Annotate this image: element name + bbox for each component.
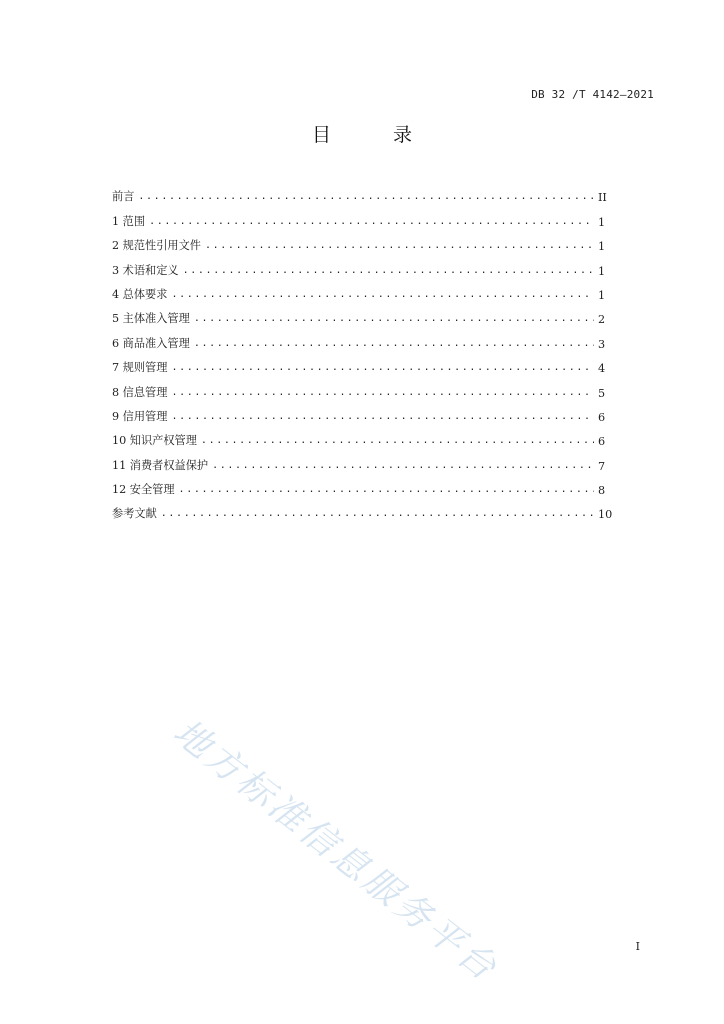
toc-entry-page: 4: [598, 362, 606, 376]
leader-dots: [212, 459, 594, 473]
leader-dots: [171, 386, 594, 400]
table-of-contents: [112, 180, 612, 521]
toc-entry-label: 5 主体准入管理: [112, 312, 190, 326]
leader-dots: [171, 410, 594, 424]
toc-entry-general-requirements[interactable]: [112, 278, 612, 302]
toc-entry-page: II: [598, 191, 607, 205]
toc-entry-label: 前言: [112, 190, 135, 204]
toc-entry-label: 4 总体要求: [112, 287, 168, 301]
toc-entry-page: 3: [598, 337, 606, 351]
document-code: DB 32 /T 4142—2021: [531, 88, 654, 101]
toc-entry-normative-references[interactable]: [112, 229, 612, 253]
leader-dots: [179, 483, 594, 497]
leader-dots: [161, 507, 594, 521]
leader-dots: [194, 312, 594, 326]
toc-entry-page: 10: [598, 508, 613, 522]
leader-dots: [171, 288, 594, 302]
toc-entry-ip[interactable]: [112, 424, 612, 448]
leader-dots: [205, 239, 594, 253]
toc-entry-page: 8: [598, 484, 606, 498]
toc-title: [0, 120, 724, 147]
toc-entry-label: 3 术语和定义: [112, 263, 179, 277]
toc-entry-label: 参考文献: [112, 507, 157, 521]
toc-entry-page: 2: [598, 313, 606, 327]
toc-entry-bibliography[interactable]: [112, 497, 612, 521]
toc-entry-page: 1: [598, 288, 606, 302]
toc-entry-entity-access[interactable]: [112, 302, 612, 326]
page-number: I: [635, 940, 640, 953]
toc-entry-page: 1: [598, 264, 606, 278]
toc-entry-terms[interactable]: [112, 253, 612, 277]
toc-entry-page: 7: [598, 459, 606, 473]
leader-dots: [149, 215, 594, 229]
toc-entry-label: 11 消费者权益保护: [112, 458, 209, 472]
toc-entry-label: 8 信息管理: [112, 385, 168, 399]
toc-entry-page: 6: [598, 410, 606, 424]
leader-dots: [171, 361, 594, 375]
toc-entry-label: 12 安全管理: [112, 483, 175, 497]
toc-entry-credit[interactable]: [112, 400, 612, 424]
toc-entry-security[interactable]: [112, 473, 612, 497]
toc-entry-page: 1: [598, 215, 606, 229]
toc-entry-foreword[interactable]: [112, 180, 612, 204]
toc-entry-goods-access[interactable]: [112, 326, 612, 350]
leader-dots: [138, 190, 594, 204]
toc-entry-page: 5: [598, 386, 606, 400]
toc-entry-label: 6 商品准入管理: [112, 336, 190, 350]
toc-entry-scope[interactable]: [112, 204, 612, 228]
toc-entry-rules[interactable]: [112, 351, 612, 375]
toc-entry-consumer-protection[interactable]: [112, 448, 612, 472]
toc-entry-page: 6: [598, 435, 606, 449]
toc-entry-label: 7 规则管理: [112, 361, 168, 375]
toc-entry-label: 2 规范性引用文件: [112, 239, 201, 253]
toc-entry-label: 10 知识产权管理: [112, 434, 197, 448]
toc-entry-label: 9 信用管理: [112, 409, 168, 423]
leader-dots: [201, 434, 594, 448]
watermark: 地方标准信息服务平台: [165, 711, 506, 991]
toc-title-text: 目 录: [311, 124, 441, 146]
leader-dots: [194, 337, 594, 351]
leader-dots: [183, 264, 594, 278]
toc-entry-label: 1 范围: [112, 214, 146, 228]
toc-entry-page: 1: [598, 240, 606, 254]
toc-entry-information[interactable]: [112, 375, 612, 399]
